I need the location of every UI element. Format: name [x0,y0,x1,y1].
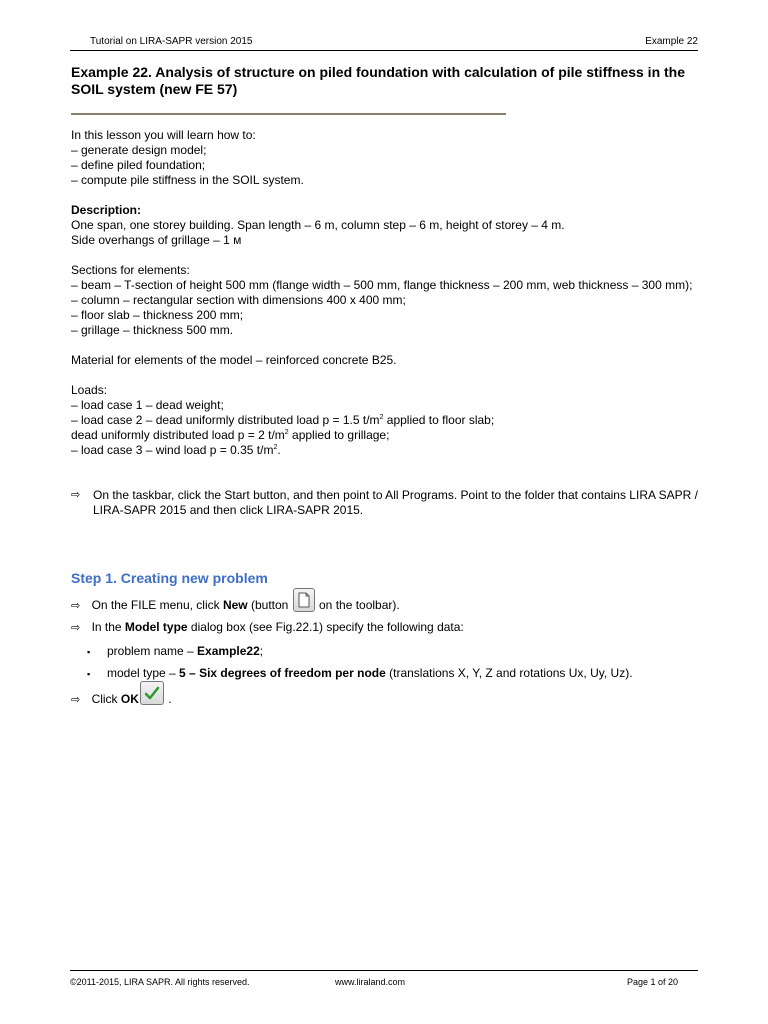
intro-item: – generate design model; [71,143,207,157]
page-header [70,36,698,51]
bullet-icon: ▪ [87,669,91,679]
bullet-icon: ▪ [87,647,91,657]
loads-lead: Loads: [71,383,108,397]
description-line: Side overhangs of grillage – 1 м [71,233,242,247]
start-instruction [71,488,701,518]
section-slab: – floor slab – thickness 200 mm; [71,308,244,322]
page-title: Example 22. Analysis of structure on piled foundation with calculation of pile stiffness in the SOIL system (new FE 57) [71,64,686,97]
arrow-icon: ⇨ [71,600,81,612]
model-type-item: ▪ model type – 5 – Six degrees of freedom per node (translations X, Y, Z and rotations Ux, Uy, Uz). [87,666,633,680]
ok-checkmark-icon[interactable] [140,681,164,705]
step1-heading: Step 1. Creating new problem [71,570,268,586]
material-text: Material for elements of the model – reinforced concrete B25. [71,353,397,367]
intro-item: – compute pile stiffness in the SOIL system. [71,173,304,187]
arrow-icon: ⇨ [71,694,81,706]
new-file-button-icon[interactable] [293,588,315,612]
load-case-2: – load case 2 – dead uniformly distributed load p = 1.5 $t/m^2$ applied to floor slab; [71,413,495,427]
header-right: Example 22 [645,36,698,47]
intro-lead: In this lesson you will learn how to: [71,128,256,142]
header-left: Tutorial on LIRA-SAPR version 2015 [90,36,253,47]
footer-site-link[interactable]: www.liraland.com [335,977,406,987]
footer-copyright: ©2011-2015, LIRA SAPR. All rights reserved. [70,977,250,987]
sections-lead: Sections for elements: [71,263,190,277]
description-line: One span, one storey building. Span length – 6 m, column step – 6 m, height of storey – 4 m. [71,218,565,232]
title-divider [71,113,506,115]
section-grillage: – grillage – thickness 500 mm. [71,323,234,337]
arrow-icon: ⇨ [71,489,81,501]
start-instruction-text: On the taskbar, click the Start button, and then point to All Programs. Point to the folder that contains LIRA SAPR / LIRA-SAPR 2015 and then click LIRA-SAPR 2015. [93,488,699,517]
load-case-3: – load case 3 – wind load p = 0.35 $t/m^2$. [71,443,281,457]
load-case-2-grillage: dead uniformly distributed load p = 2 $t/m^2$ applied to grillage; [71,428,390,442]
problem-name-item: ▪ problem name – Example22; [87,644,264,658]
click-ok-instruction: ⇨ Click OK . [71,692,172,708]
intro-item: – define piled foundation; [71,158,206,172]
description-heading: Description: [71,203,142,217]
load-case-1: – load case 1 – dead weight; [71,398,224,412]
section-beam: – beam – T-section of height 500 mm (flange width – 500 mm, flange thickness – 200 mm, web thickness – 300 mm); [71,278,693,292]
lesson-body [71,128,701,518]
file-new-instruction: ⇨ On the FILE menu, click New (button on the toolbar). [71,598,400,614]
footer-page-number: Page 1 of 20 [626,977,678,987]
model-type-instruction: ⇨ In the Model type dialog box (see Fig.22.1) specify the following data: [71,620,464,634]
page-footer [70,970,698,991]
arrow-icon: ⇨ [71,622,81,634]
section-column: – column – rectangular section with dimensions 400 x 400 mm; [71,293,406,307]
